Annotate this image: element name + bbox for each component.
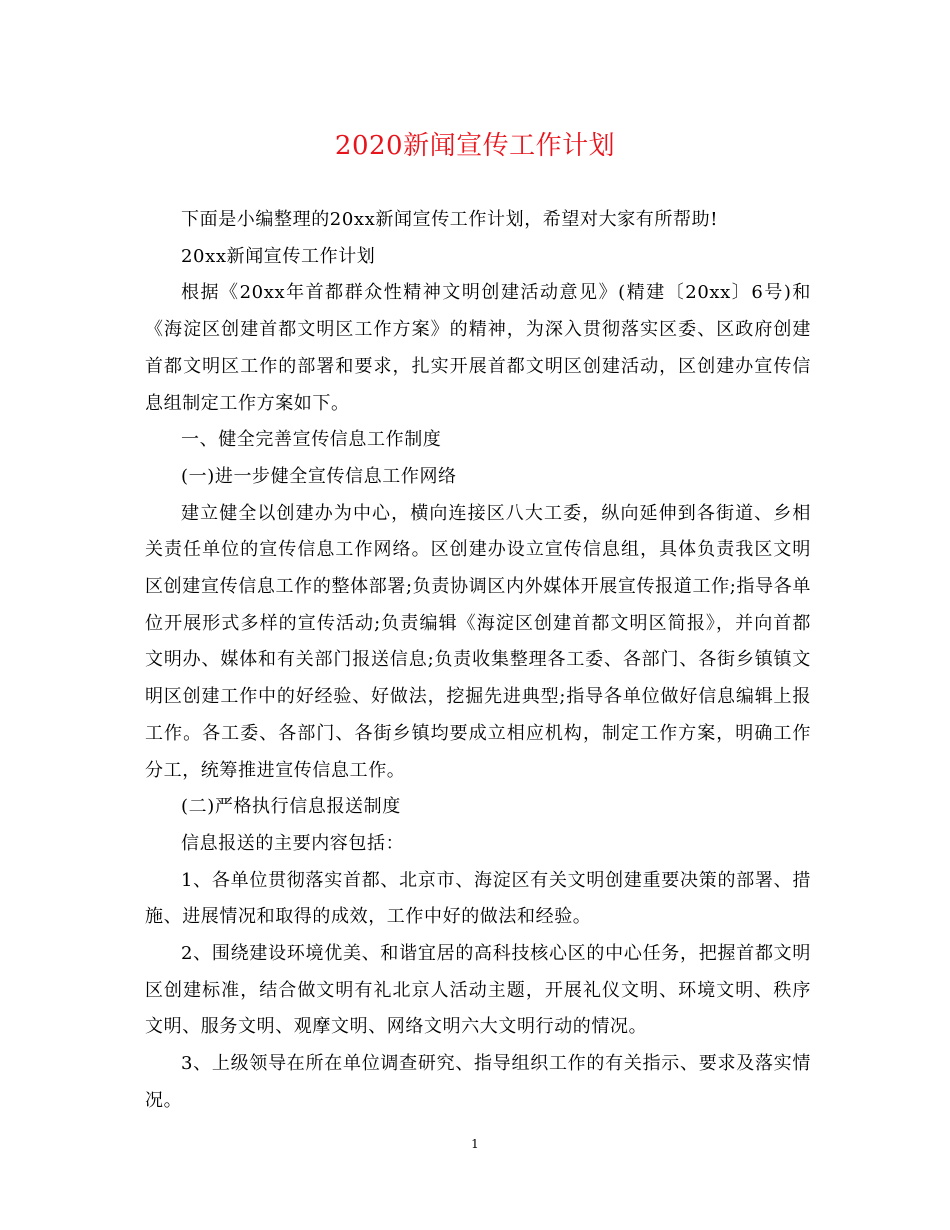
subsection-heading-1: (一)进一步健全宣传信息工作网络 [181,465,457,487]
page-number: 1 [471,1137,479,1151]
list-item-1: 1、各单位贯彻落实首都、北京市、海淀区有关文明创建重要决策的部署、措施、进展情况和取得的成效，工作中好的做法和经验。 [145,869,811,928]
section-heading-1: 一、健全完善宣传信息工作制度 [181,429,442,451]
basis-paragraph: 根据《20xx年首都群众性精神文明创建活动意见》(精建〔20xx〕6号)和《海淀区创建首都文明区工作方案》的精神，为深入贯彻落实区委、区政府创建首都文明区工作的部署和要求，扎实开展首都文明区创建活动，区创建办宣传信息组制定工作方案如下。 [145,282,811,414]
intro-paragraph: 下面是小编整理的20xx新闻宣传工作计划，希望对大家有所帮助! [181,209,719,230]
content-intro-paragraph: 信息报送的主要内容包括： [181,832,405,854]
subtitle-paragraph: 20xx新闻宣传工作计划 [181,245,376,267]
list-item-3: 3、上级领导在所在单位调查研究、指导组织工作的有关指示、要求及落实情况。 [145,1053,811,1111]
network-paragraph: 建立健全以创建办为中心，横向连接区八大工委，纵向延伸到各街道、乡相关责任单位的宣传信息工作网络。区创建办设立宣传信息组，具体负责我区文明区创建宣传信息工作的整体部署;负责协调区内外媒体开展宣传报道工作;指导各单位开展形式多样的宣传活动;负责编辑《海淀区创建首都文明区简报》，并向首都文明办、媒体和有关部门报送信息;负责收集整理各工委、各部门、各街乡镇镇文明区创建工作中的好经验、好做法，挖掘先进典型;指导各单位做好信息编辑上报工作。各工委、各部门、各街乡镇均要成立相应机构，制定工作方案，明确工作分工，统筹推进宣传信息工作。 [145,502,811,781]
document-body [145,202,811,1120]
subsection-heading-2: (二)严格执行信息报送制度 [181,796,401,818]
list-item-2: 2、围绕建设环境优美、和谐宜居的高科技核心区的中心任务，把握首都文明区创建标准，结合做文明有礼北京人活动主题，开展礼仪文明、环境文明、秩序文明、服务文明、观摩文明、网络文明六大文明行动的情况。 [145,943,811,1038]
document-title: 2020新闻宣传工作计划 [334,131,616,161]
